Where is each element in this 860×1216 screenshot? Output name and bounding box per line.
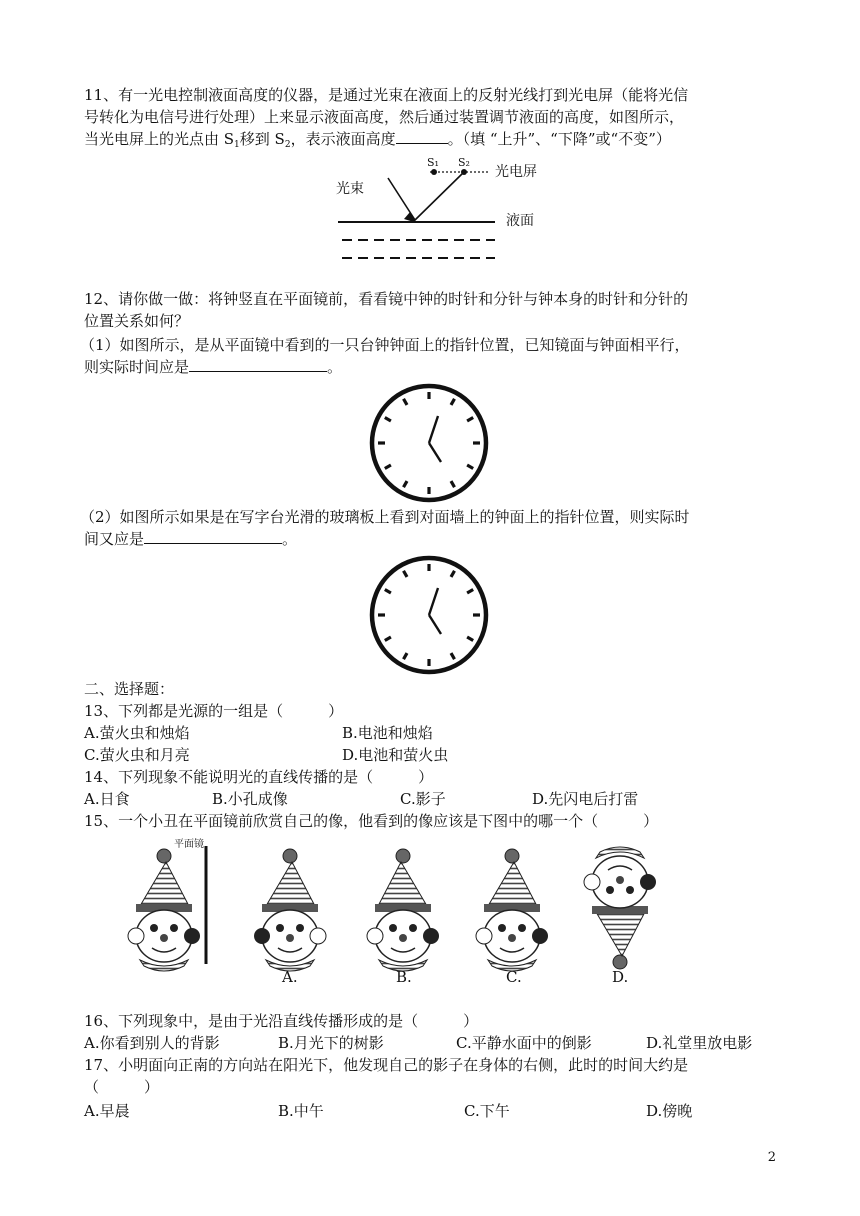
clock-tick: [385, 637, 391, 641]
q14-stem: 14、下列现象不能说明光的直线传播的是（ ）: [84, 768, 434, 786]
minute-hand: [429, 588, 438, 615]
page-number: 2: [767, 1150, 776, 1165]
q11-line1: 11、有一光电控制液面高度的仪器，是通过光束在液面上的反射光线打到光电屏（能将光信: [84, 86, 689, 104]
clown-option-a: [254, 849, 326, 971]
q14-option-c[interactable]: C.影子: [400, 790, 446, 808]
q17-option-a[interactable]: A.早晨: [84, 1102, 130, 1120]
q14-option-b[interactable]: B.小孔成像: [212, 790, 288, 808]
clock-tick: [385, 465, 391, 469]
q15-label-d[interactable]: D.: [612, 968, 629, 986]
clock-tick: [467, 637, 473, 641]
q13-option-d[interactable]: D.电池和萤火虫: [342, 746, 449, 764]
q17-stem-line2: （ ）: [84, 1078, 160, 1096]
clown-option-c: [476, 849, 548, 971]
q17-option-c[interactable]: C.下午: [464, 1102, 510, 1120]
q15-label-a[interactable]: A.: [282, 968, 298, 986]
clock-2: [366, 552, 492, 678]
q16-stem: 16、下列现象中，是由于光沿直线传播形成的是（ ）: [84, 1012, 479, 1030]
clock-tick: [467, 465, 473, 469]
clock-tick: [404, 653, 408, 659]
q13-option-b[interactable]: B.电池和烛焰: [342, 724, 433, 742]
clock-tick: [451, 653, 455, 659]
clock-tick: [404, 481, 408, 487]
q16-option-b[interactable]: B.月光下的树影: [278, 1034, 384, 1052]
clown-original: [128, 849, 200, 971]
q14-option-d[interactable]: D.先闪电后打雷: [532, 790, 639, 808]
q12-part2-line2: 间又应是 。: [84, 530, 298, 548]
q11-line2: 号转化为电信号进行处理）上来显示液面高度，然后通过装置调节液面的高度，如图所示，: [84, 108, 685, 126]
q12-part1-line1: （1）如图所示，是从平面镜中看到的一只台钟钟面上的指针位置，已知镜面与钟面相平行，: [80, 336, 690, 354]
mirror-label: 平面镜: [174, 839, 204, 850]
q16-option-d[interactable]: D.礼堂里放电影: [646, 1034, 753, 1052]
clock-tick: [467, 418, 473, 422]
q15-stem: 15、一个小丑在平面镜前欣赏自己的像，他看到的像应该是下图中的哪一个（ ）: [84, 812, 659, 830]
clown-option-d: [584, 847, 656, 969]
hour-hand: [429, 615, 441, 634]
q15-label-b[interactable]: B.: [396, 968, 412, 986]
q17-option-d[interactable]: D.傍晚: [646, 1102, 693, 1120]
q11-answer-blank[interactable]: [396, 128, 448, 144]
s1-label: S₁: [427, 156, 439, 169]
q17-option-b[interactable]: B.中午: [278, 1102, 324, 1120]
q12-part1-blank[interactable]: [189, 356, 327, 372]
q17-stem-line1: 17、小明面向正南的方向站在阳光下，他发现自己的影子在身体的右侧，此时的时间大约是: [84, 1056, 689, 1074]
clock-tick: [451, 399, 455, 405]
q12-line2: 位置关系如何？: [84, 312, 190, 330]
clock-1: [366, 380, 492, 506]
screen-label: 光电屏: [495, 164, 537, 180]
clock-tick: [404, 399, 408, 405]
q15-clown-figures: [120, 834, 680, 986]
q12-line1: 12、请你做一做：将钟竖直在平面镜前，看看镜中钟的时针和分针与钟本身的时针和分针的: [84, 290, 689, 308]
clock-tick: [451, 481, 455, 487]
surface-label: 液面: [506, 213, 534, 229]
hour-hand: [429, 443, 441, 462]
clock-tick: [404, 571, 408, 577]
s2-label: S₂: [458, 156, 470, 169]
clock-tick: [467, 590, 473, 594]
q13-stem: 13、下列都是光源的一组是（ ）: [84, 702, 344, 720]
clown-option-b: [367, 849, 439, 971]
q12-part1-line2: 则实际时间应是 。: [84, 358, 343, 376]
section-title: 二、选择题：: [84, 680, 175, 698]
reflected-beam: [415, 172, 464, 220]
clock-tick: [385, 418, 391, 422]
q12-part2-blank[interactable]: [144, 528, 282, 544]
q16-option-c[interactable]: C.平静水面中的倒影: [456, 1034, 592, 1052]
q13-option-a[interactable]: A.萤火虫和烛焰: [84, 724, 190, 742]
q11-line3: 当光电屏上的光点由 $S_1$移到 $S_2$，表示液面高度 。（填 “上升”、“下降”或“不变”）: [84, 130, 671, 150]
clock-tick: [451, 571, 455, 577]
q13-option-c[interactable]: C.萤火虫和月亮: [84, 746, 190, 764]
q15-label-c[interactable]: C.: [506, 968, 522, 986]
minute-hand: [429, 416, 438, 443]
q12-part2-line1: （2）如图所示如果是在写字台光滑的玻璃板上看到对面墙上的钟面上的指针位置，则实际时: [80, 508, 690, 526]
q14-option-a[interactable]: A.日食: [84, 790, 130, 808]
beam-label: 光束: [336, 181, 364, 197]
q16-option-a[interactable]: A.你看到别人的背影: [84, 1034, 220, 1052]
clock-tick: [385, 590, 391, 594]
